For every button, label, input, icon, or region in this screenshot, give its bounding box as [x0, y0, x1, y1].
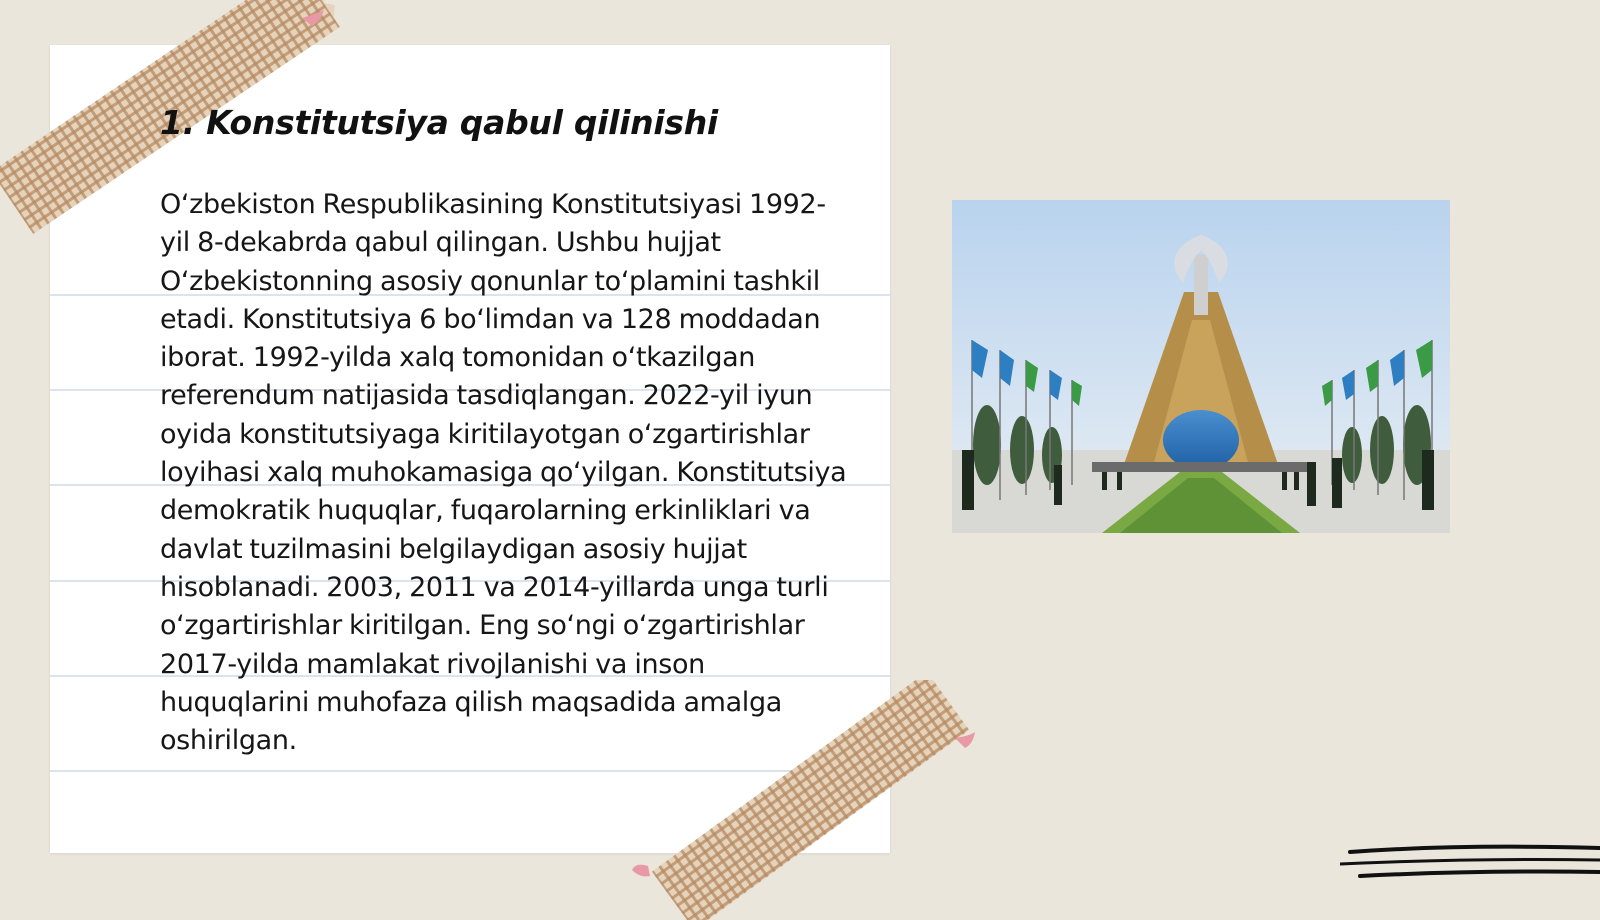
washi-tape-bottom [630, 680, 990, 920]
slide-title: 1. Konstitutsiya qabul qilinishi [160, 103, 718, 142]
decorative-brush-lines [1340, 842, 1600, 892]
independence-monument-photo [952, 200, 1450, 533]
monument-image [952, 200, 1450, 533]
pin-accent [632, 865, 650, 877]
slide-body-text: O‘zbekiston Respublikasining Konstitutsiyasi 1992-yil 8-dekabrda qabul qilingan. Ushbu hujjat O‘zbekistonning asosiy qonunlar to‘plamini tashkil etadi. Konstitutsiya 6 bo‘limdan va 128 moddadan iborat. 1992-yilda xalq tomonidan o‘tkazilgan referendum natijasida tasdiqlangan. 2022-yil iyun oyida konstitutsiyaga kiritilayotgan o‘zgartirishlar loyihasi xalq muhokamasiga qo‘yilgan. Konstitutsiya demokratik huquqlar, fuqarolarning erkinliklari va davlat tuzilmasini belgilaydigan asosiy hujjat hisoblanadi. 2003, 2011 va 2014-yillarda unga turli o‘zgartirishlar kiritilgan. Eng so‘ngi o‘zgartirishlar 2017-yilda mamlakat rivojlanishi va inson huquqlarini muhofaza qilish maqsadida amalga oshirilgan. [160, 189, 847, 757]
